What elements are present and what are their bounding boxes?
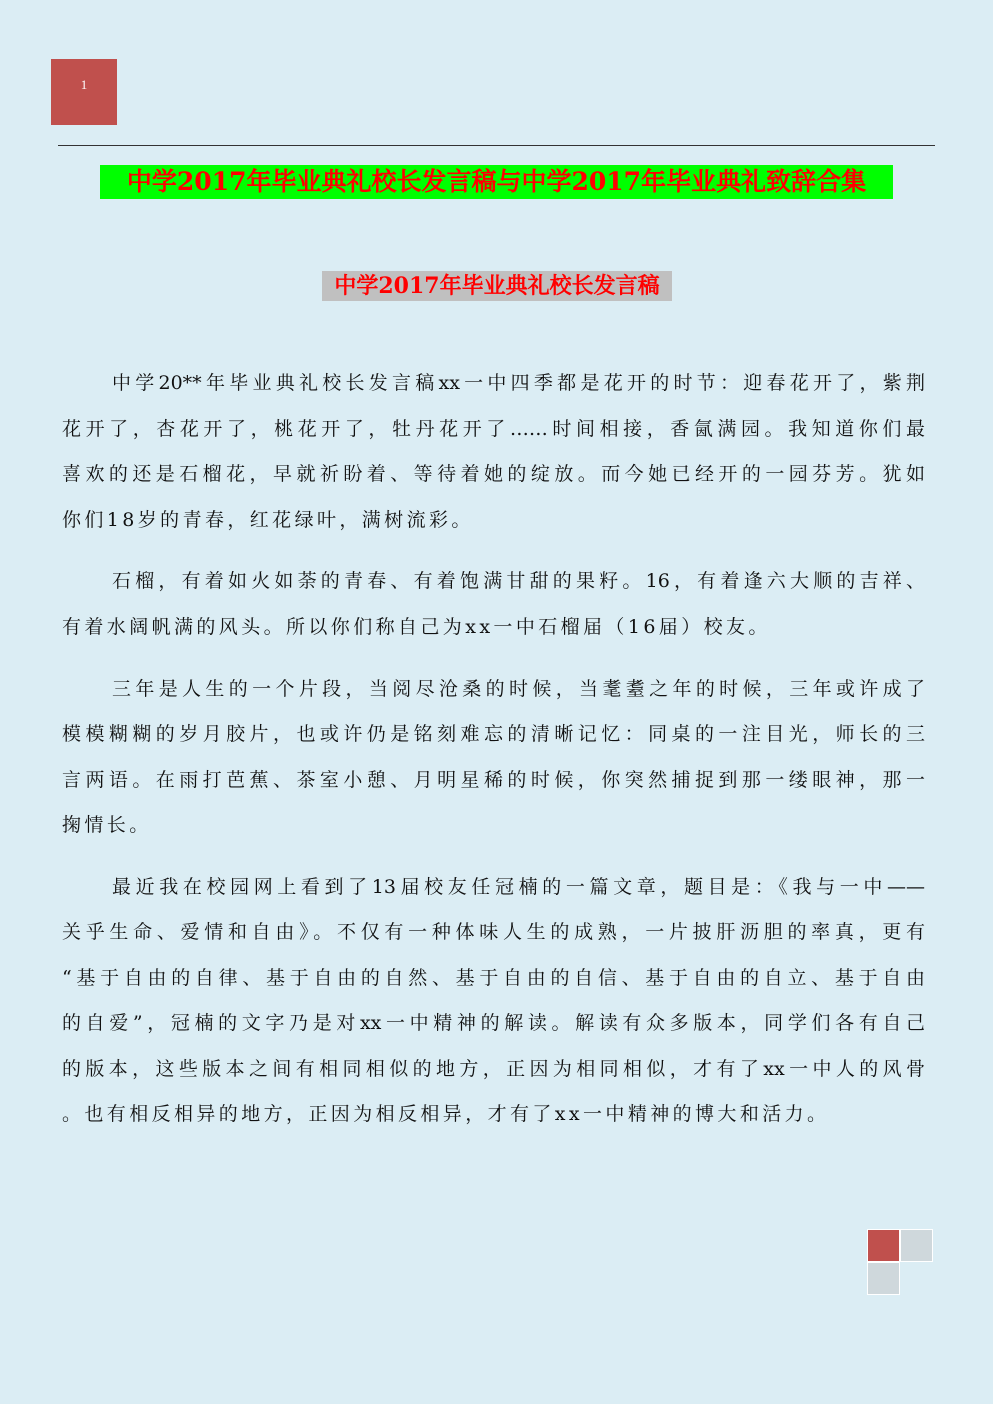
paragraph-line: 关乎生命、爱情和自由》。不仅有一种体味人生的成熟，一片披肝沥胆的率真，更有: [62, 921, 925, 943]
decor-square-grey: [900, 1229, 933, 1262]
paragraph-line: 模模糊糊的岁月胶片，也或许仍是铭刻难忘的清晰记忆：同桌的一注目光，师长的三: [62, 723, 925, 745]
paragraph-line: 有着水阔帆满的风头。所以你们称自己为xx一中石榴届（16届）校友。: [62, 616, 771, 638]
paragraph-line: 中学20**年毕业典礼校长发言稿xx一中四季都是花开的时节：迎春花开了，紫荆: [112, 372, 925, 394]
paragraph-line: “基于自由的自律、基于自由的自然、基于自由的自信、基于自由的自立、基于自由: [62, 967, 925, 989]
paragraph-line: 的自爱”，冠楠的文字乃是对xx一中精神的解读。解读有众多版本，同学们各有自己: [62, 1012, 925, 1034]
decor-square-red: [867, 1229, 900, 1262]
decor-square-grey: [867, 1262, 900, 1295]
section-heading: 中学2017年毕业典礼校长发言稿: [322, 271, 672, 301]
paragraph-line: 。也有相反相异的地方，正因为相反相异，才有了xx一中精神的博大和活力。: [62, 1103, 830, 1125]
paragraph-line: 言两语。在雨打芭蕉、茶室小憩、月明星稀的时候，你突然捕捉到那一缕眼神，那一: [62, 769, 925, 791]
paragraph-line: 最近我在校园网上看到了13届校友任冠楠的一篇文章，题目是：《我与一中——: [112, 876, 925, 898]
header-rule: [58, 145, 935, 146]
paragraph-line: 你们18岁的青春，红花绿叶，满树流彩。: [62, 509, 474, 531]
paragraph-line: 石榴，有着如火如荼的青春、有着饱满甘甜的果籽。16，有着逢六大顺的吉祥、: [112, 570, 925, 592]
paragraph-line: 喜欢的还是石榴花，早就祈盼着、等待着她的绽放。而今她已经开的一园芬芳。犹如: [62, 463, 925, 485]
paragraph-line: 掬情长。: [62, 814, 152, 836]
page-number-badge: 1: [51, 59, 117, 125]
paragraph-line: 的版本，这些版本之间有相同相似的地方，正因为相同相似，才有了xx一中人的风骨: [62, 1058, 925, 1080]
document-title: 中学2017年毕业典礼校长发言稿与中学2017年毕业典礼致辞合集: [100, 165, 893, 199]
paragraph-line: 花开了，杏花开了，桃花开了，牡丹花开了……时间相接，香氤满园。我知道你们最: [62, 418, 925, 440]
paragraph-line: 三年是人生的一个片段，当阅尽沧桑的时候，当耄耋之年的时候，三年或许成了: [112, 678, 925, 700]
